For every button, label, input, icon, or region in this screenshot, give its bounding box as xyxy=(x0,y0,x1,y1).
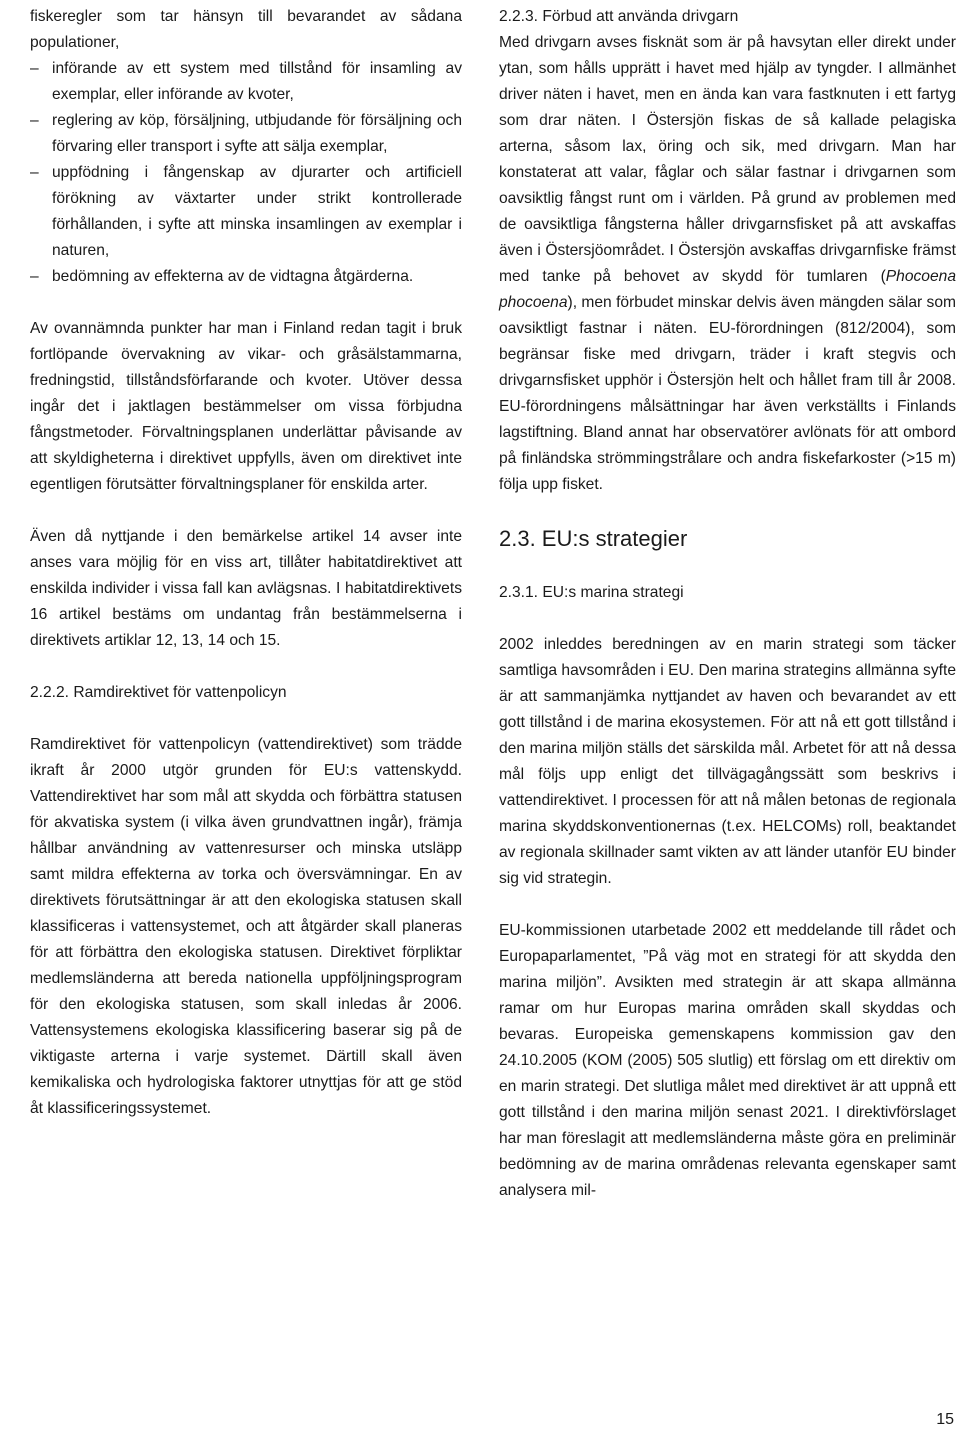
paragraph: Ramdirektivet för vattenpolicyn (vattendirektivet) som trädde ikraft år 2000 utgör grunden för EU:s vattenskydd. Vattendirektivet har som mål att skydda och förbättra statusen för akvatiska system (i vilka även grundvattnen ingår), främja hållbar användning av vattenresurser och minska utsläpp samt mildra effekterna av torka och översvämningar. En av direktivets förutsättningar är att den ekologiska statusen skall klassificeras i vattensystemet, och att åtgärder skall planeras för att förbättra den ekologiska statusen. Direktivet förpliktar medlemsländerna att bereda nationella uppföljningsprogram för den ekologiska statusen, som skall inledas år 2006. Vattensystemens ekologiska klassificering baserar sig på de viktigaste arterna i varje systemet. Därtill skall även kemikaliska och hydrologiska faktorer utnyttjas för att ge stöd åt klassificeringssystemet. xyxy=(30,736,462,1117)
paragraph-text: Med drivgarn avses fisknät som är på havsytan eller direkt under ytan, som hålls upprätt i havet med hjälp av tyngder. I allmänhet driver näten i havet, men en ända kan vara fastknuten i ett fartyg som drar näten. I Östersjön fiskas de så kallade pelagiska arterna, såsom lax, öring och sik, med drivgarn. Man har konstaterat att valar, fåglar och sälar fastnar i drivgarnen som oavsiktlig fångst runt om i världen. På grund av problemen med de oavsiktliga fångsterna håller drivgarnsfisket på att avskaffas även i Östersjöområdet. I Östersjön avskaffas drivgarnfiske främst med tanke på behovet av skydd för tumlaren ( xyxy=(499,34,956,285)
list-item: – införande av ett system med tillstånd för insamling av exemplar, eller införande av kvoter, xyxy=(30,56,462,108)
paragraph xyxy=(499,30,956,498)
list-item: – bedömning av effekterna av de vidtagna åtgärderna. xyxy=(30,264,462,290)
paragraph: 2002 inleddes beredningen av en marin strategi som täcker samtliga havsområden i EU. Den marina strategins allmänna syfte är att sammanjämka nyttjandet av haven och bevarandet av ett gott tillstånd i de marina ekosystemen. För att nå ett gott tillstånd i den marina miljön ställs det särskilda mål. Arbetet för att nå dessa mål följs upp enligt det tillvägagångssätt som beskrivs i vattendirektivet. I processen för att nå målen betonas de regionala marina skyddskonventionernas (t.ex. HELCOMs) roll, beaktandet av regionala skillnader samt vikten av att länder utanför EU binder sig vid strategin. xyxy=(499,636,956,887)
species-name: Phocoena phocoena xyxy=(499,268,956,311)
measures-list xyxy=(30,4,462,290)
section-heading: 2.2.3. Förbud att använda drivgarn xyxy=(499,8,739,25)
paragraph: Även då nyttjande i den bemärkelse artikel 14 avser inte anses vara möjlig för en viss art, tillåter habitatdirektivet att enskilda individer i vissa fall kan avlägsnas. I habitatdirektivets 16 artikel bestäms om undantag från bestämmelserna i direktivets artiklar 12, 13, 14 och 15. xyxy=(30,528,462,649)
left-column xyxy=(30,4,462,1122)
section-heading: 2.2.2. Ramdirektivet för vattenpolicyn xyxy=(30,684,287,701)
page-number: 15 xyxy=(936,1411,954,1428)
list-item: – uppfödning i fångenskap av djurarter och artificiell förökning av växtarter under strikt kontrollerade förhållanden, i syfte att minska insamlingen av exemplar i naturen, xyxy=(30,160,462,264)
list-item: fiskeregler som tar hänsyn till bevarandet av sådana populationer, xyxy=(30,8,462,51)
paragraph: EU-kommissionen utarbetade 2002 ett meddelande till rådet och Europaparlamentet, ”På väg mot en strategi för att skydda den marina miljön”. Avsikten med strategin är att skapa allmänna ramar om hur Europas marina områden skall skyddas och bevaras. Europeiska gemenskapens kommission gav den 24.10.2005 (KOM (2005) 505 slutlig) ett förslag om ett direktiv om en marin strategi. Det slutliga målet med direktivet är att uppnå ett gott tillstånd i den marina miljön senast 2021. I direktivförslaget har man föreslagit att medlemsländerna måste göra en preliminär bedömning av de marina områdenas relevanta egenskaper samt analysera mil- xyxy=(499,922,956,1199)
paragraph: Av ovannämnda punkter har man i Finland redan tagit i bruk fortlöpande övervakning av vikar- och gråsälstammarna, fredningstid, tillståndsförfarande och kvoter. Utöver dessa ingår det i jaktlagen bestämmelser om vissa förbjudna fångstmetoder. Förvaltningsplanen underlättar påvisande av att skyldigheterna i direktivet uppfylls, även om direktivet inte egentligen förutsätter förvaltningsplaner för enskilda arter. xyxy=(30,320,462,493)
chapter-heading: 2.3. EU:s strategier xyxy=(499,526,688,551)
right-column xyxy=(499,4,956,1204)
paragraph-text: ), men förbudet minskar delvis även mängden sälar som oavsiktligt fastnar i näten. EU-förordningen (812/2004), som begränsar fiske med drivgarn, träder i kraft stegvis och drivgarnsfisket upphör i Östersjön helt och hållet fram till år 2008. EU-förordningens målsättningar har även verkställts i Finlands lagstiftning. Bland annat har observatörer avlönats för att ombord på finländska strömmingstrålare och andra fiskefarkoster (>15 m) följa upp fisket. xyxy=(499,294,956,493)
section-heading: 2.3.1. EU:s marina strategi xyxy=(499,584,684,601)
list-item: – reglering av köp, försäljning, utbjudande för försäljning och förvaring eller transport i syfte att sälja exemplar, xyxy=(30,108,462,160)
